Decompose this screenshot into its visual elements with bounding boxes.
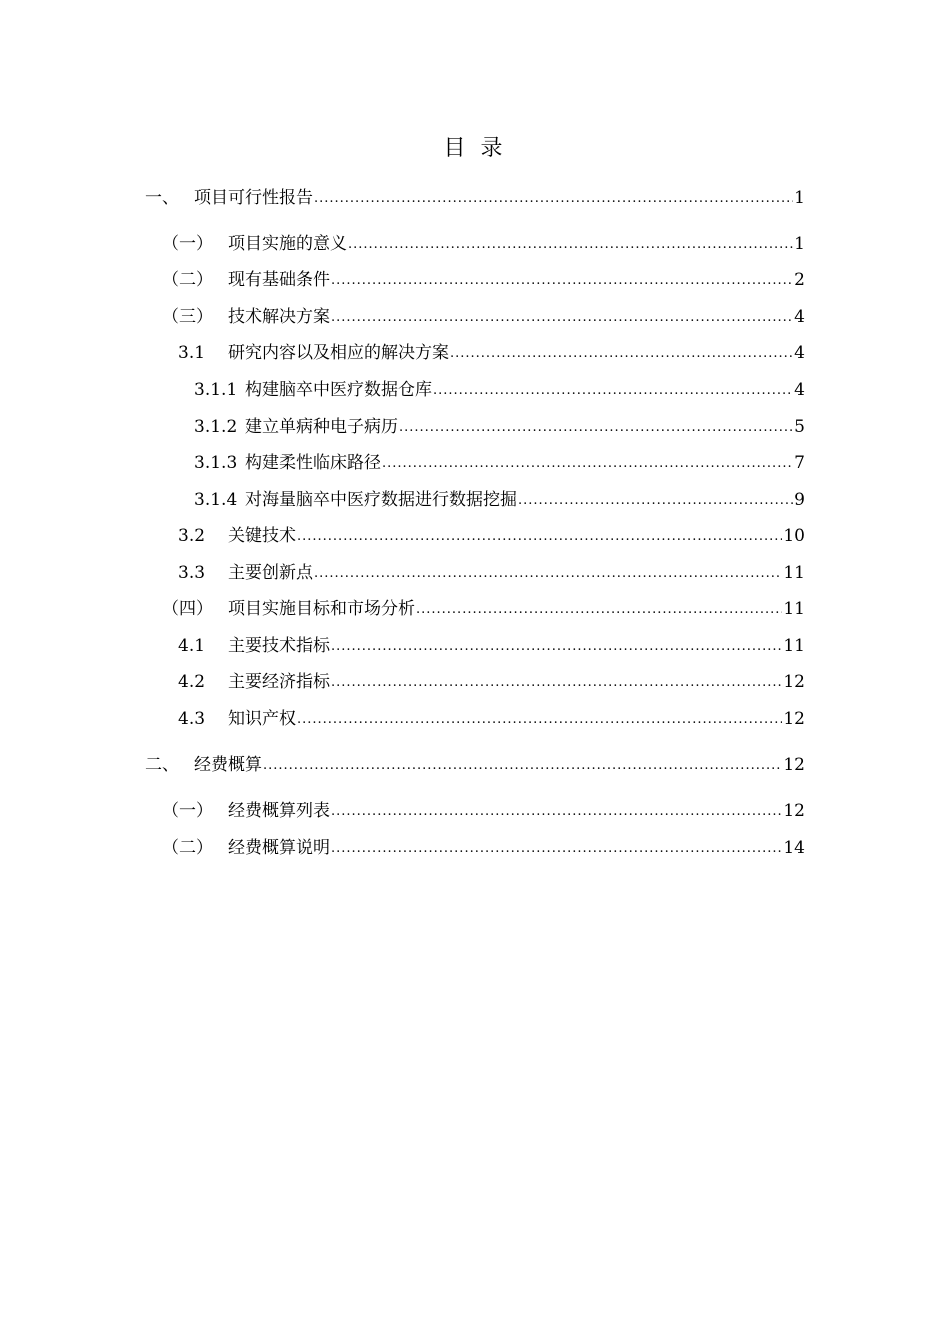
toc-dot-leader — [297, 708, 782, 732]
toc-entry-text: 对海量脑卒中医疗数据进行数据挖掘 — [245, 490, 517, 510]
toc-entry-number: 3.1.2 — [194, 417, 238, 437]
toc-dot-leader — [399, 416, 793, 440]
toc-entry-number: 4.1 — [178, 636, 206, 656]
toc-dot-leader — [348, 233, 793, 257]
toc-entry-number: 3.1.3 — [194, 453, 238, 473]
toc-entry-text: 主要技术指标 — [228, 636, 330, 656]
toc-entry-3-3[interactable] — [0, 561, 950, 585]
toc-entry-text: 构建脑卒中医疗数据仓库 — [245, 380, 432, 400]
toc-entry-1-3[interactable] — [0, 305, 950, 329]
toc-entry-text: 建立单病种电子病历 — [245, 417, 398, 437]
toc-page-number: 1 — [794, 188, 805, 208]
toc-dot-leader — [331, 671, 782, 695]
toc-entry-text: 关键技术 — [228, 526, 296, 546]
toc-dot-leader — [297, 525, 782, 549]
toc-entry-text: 项目实施目标和市场分析 — [228, 599, 415, 619]
toc-entry-4-1[interactable] — [0, 634, 950, 658]
toc-page-number: 9 — [794, 490, 805, 510]
toc-page-number: 12 — [783, 672, 805, 692]
toc-page-number: 4 — [794, 343, 805, 363]
toc-entry-text: 经费概算 — [194, 755, 262, 775]
toc-page-number: 1 — [794, 234, 805, 254]
toc-dot-leader — [416, 598, 782, 622]
toc-dot-leader — [433, 379, 793, 403]
toc-entry-text: 现有基础条件 — [228, 270, 330, 290]
toc-dot-leader — [331, 306, 793, 330]
toc-entry-text: 项目可行性报告 — [194, 188, 313, 208]
toc-entry-3-1-4[interactable] — [0, 488, 950, 512]
toc-entry-number: 3.1.1 — [194, 380, 238, 400]
toc-entry-text: 经费概算说明 — [228, 838, 330, 858]
toc-entry-number: 4.3 — [178, 709, 206, 729]
toc-page-number: 12 — [783, 801, 805, 821]
toc-dot-leader — [331, 800, 782, 824]
toc-entry-text: 主要经济指标 — [228, 672, 330, 692]
toc-entry-number: （四） — [162, 599, 213, 619]
toc-page-number: 4 — [794, 380, 805, 400]
toc-entry-3-1-1[interactable] — [0, 378, 950, 402]
toc-dot-leader — [314, 562, 782, 586]
toc-entry-2-2[interactable] — [0, 836, 950, 860]
toc-page-number: 2 — [794, 270, 805, 290]
toc-dot-leader — [331, 837, 782, 861]
toc-entry-2-1[interactable] — [0, 799, 950, 823]
toc-page-number: 12 — [783, 755, 805, 775]
toc-entry-number: 3.2 — [178, 526, 206, 546]
toc-entry-number: 3.3 — [178, 563, 206, 583]
toc-entry-text: 研究内容以及相应的解决方案 — [228, 343, 449, 363]
toc-entry-number: （一） — [162, 234, 213, 254]
toc-entry-3-1[interactable] — [0, 341, 950, 365]
toc-entry-3-1-2[interactable] — [0, 415, 950, 439]
toc-page-number: 4 — [794, 307, 805, 327]
toc-entry-text: 项目实施的意义 — [228, 234, 347, 254]
toc-entry-4-3[interactable] — [0, 707, 950, 731]
toc-page-number: 11 — [783, 563, 805, 583]
toc-page-number: 12 — [783, 709, 805, 729]
toc-entry-text: 经费概算列表 — [228, 801, 330, 821]
toc-entry-number: 二、 — [145, 755, 179, 775]
toc-dot-leader — [331, 635, 782, 659]
toc-entry-1-2[interactable] — [0, 268, 950, 292]
toc-entry-1[interactable] — [0, 186, 950, 210]
toc-entry-1-4[interactable] — [0, 597, 950, 621]
toc-title: 目 录 — [443, 136, 507, 161]
toc-entry-number: （一） — [162, 801, 213, 821]
toc-dot-leader — [518, 489, 793, 513]
toc-entry-text: 技术解决方案 — [228, 307, 330, 327]
toc-page-number: 11 — [783, 636, 805, 656]
toc-page-number: 5 — [794, 417, 805, 437]
toc-entry-number: （二） — [162, 270, 213, 290]
toc-entry-3-2[interactable] — [0, 524, 950, 548]
toc-entry-number: （三） — [162, 307, 213, 327]
toc-entry-2[interactable] — [0, 753, 950, 777]
toc-entry-4-2[interactable] — [0, 670, 950, 694]
toc-page-number: 14 — [783, 838, 805, 858]
toc-entry-number: 3.1.4 — [194, 490, 238, 510]
toc-dot-leader — [382, 452, 793, 476]
toc-entry-text: 主要创新点 — [228, 563, 313, 583]
toc-entry-number: 3.1 — [178, 343, 206, 363]
toc-dot-leader — [314, 187, 793, 211]
toc-entry-number: （二） — [162, 838, 213, 858]
toc-entry-1-1[interactable] — [0, 232, 950, 256]
toc-entry-number: 一、 — [145, 188, 179, 208]
toc-entry-text: 构建柔性临床路径 — [245, 453, 381, 473]
toc-page-number: 11 — [783, 599, 805, 619]
toc-entry-3-1-3[interactable] — [0, 451, 950, 475]
toc-entry-text: 知识产权 — [228, 709, 296, 729]
toc-page-number: 7 — [794, 453, 805, 473]
toc-dot-leader — [450, 342, 793, 366]
toc-dot-leader — [331, 269, 793, 293]
toc-entry-number: 4.2 — [178, 672, 206, 692]
toc-dot-leader — [263, 754, 782, 778]
toc-page-number: 10 — [783, 526, 805, 546]
